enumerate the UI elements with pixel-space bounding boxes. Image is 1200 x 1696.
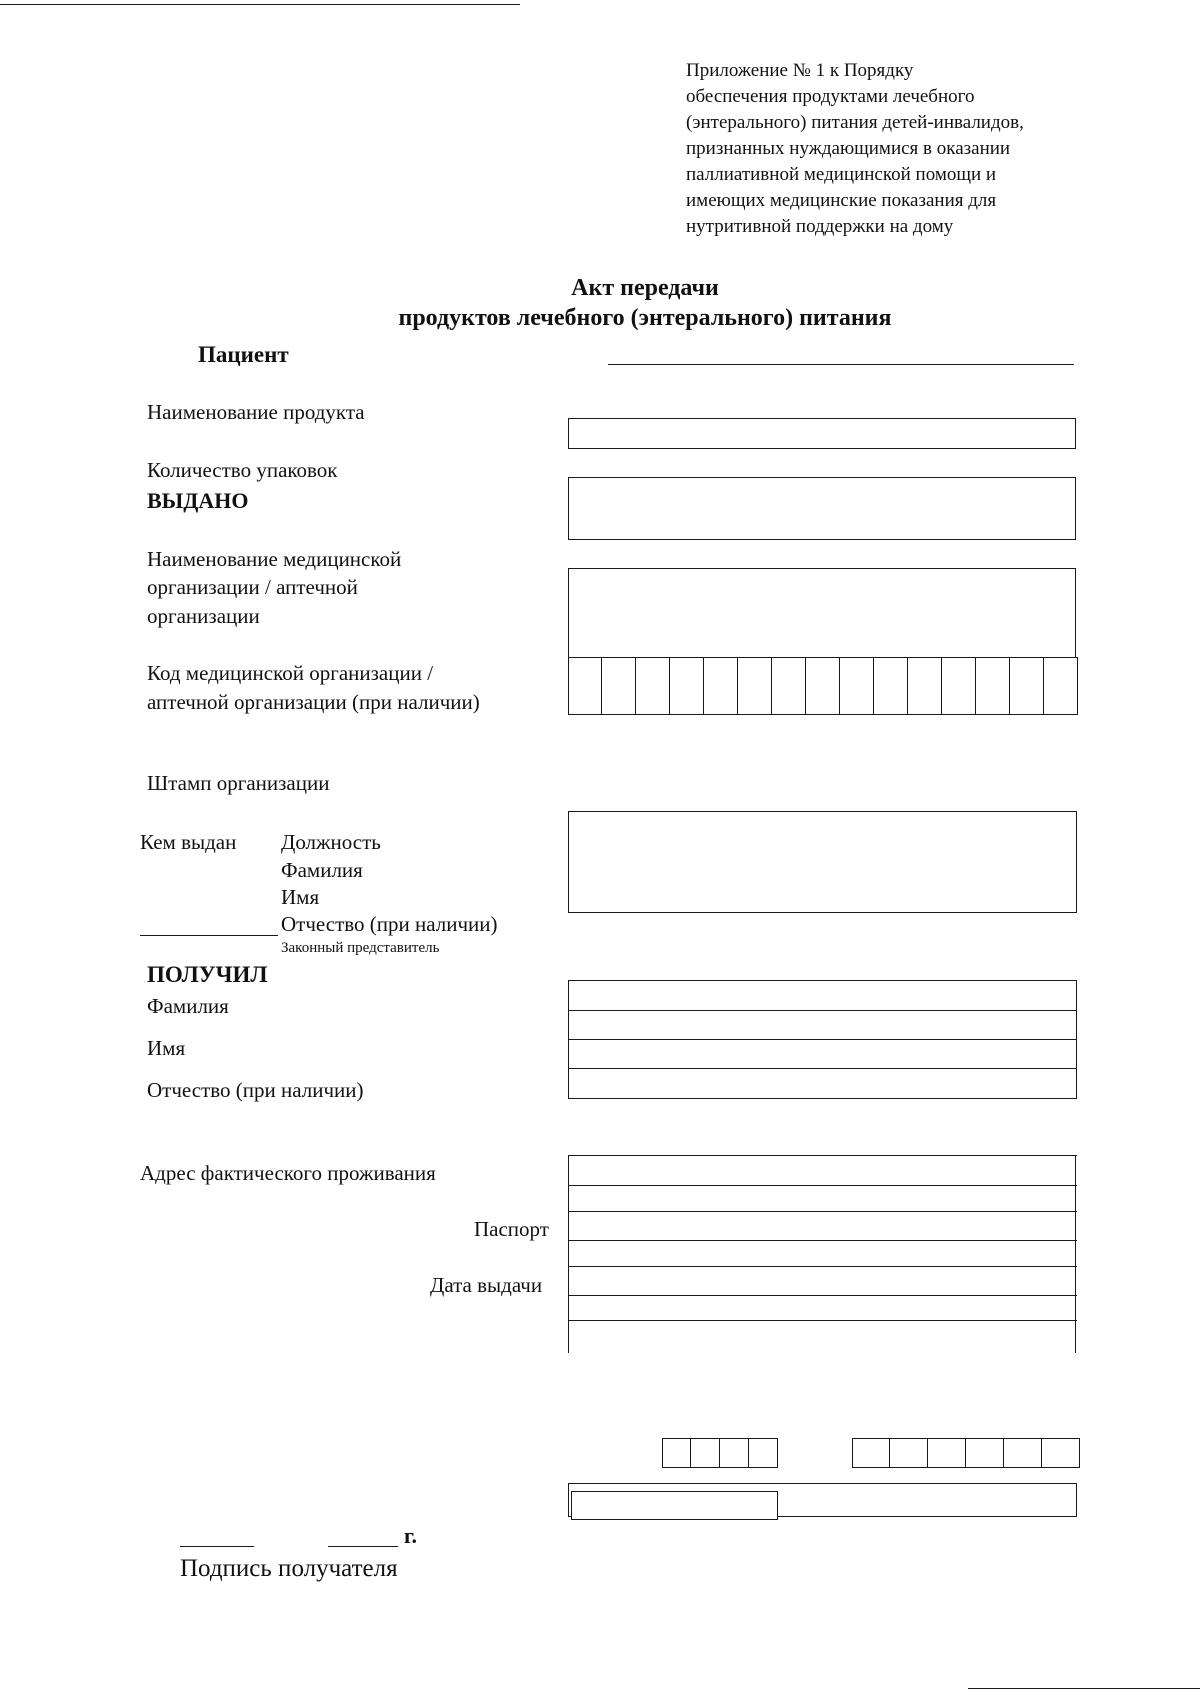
appendix-note — [686, 58, 1024, 240]
issuer-last-name-label: Фамилия — [281, 858, 363, 882]
passport-label: Паспорт — [474, 1217, 549, 1241]
patient-input[interactable] — [608, 336, 1074, 365]
code-cell[interactable] — [662, 1438, 691, 1468]
issuer-signature-line[interactable] — [140, 935, 278, 936]
code-cell[interactable] — [772, 657, 806, 715]
code-cell[interactable] — [602, 657, 636, 715]
org-name-label-line: Наименование медицинской — [147, 547, 402, 571]
received-heading: ПОЛУЧИЛ — [147, 962, 268, 987]
appendix-line: нутритивной поддержки на дому — [686, 216, 954, 237]
code-cell[interactable] — [1044, 657, 1078, 715]
division-code-field[interactable] — [572, 1492, 777, 1519]
code-cell[interactable] — [1042, 1438, 1080, 1468]
recipient-extra-input[interactable] — [569, 1069, 1076, 1097]
org-code-label-line: Код медицинской организации / — [147, 661, 434, 685]
recipient-first-name-input[interactable] — [569, 1011, 1076, 1039]
code-cell[interactable] — [908, 657, 942, 715]
division-code-input[interactable] — [571, 1491, 778, 1520]
appendix-line: имеющих медицинские показания для — [686, 190, 997, 211]
product-name-label: Наименование продукта — [147, 400, 365, 424]
org-name-field[interactable] — [569, 569, 1075, 657]
code-cell[interactable] — [874, 657, 908, 715]
issuer-patronymic-label: Отчество (при наличии) — [281, 912, 498, 936]
issued-by-label: Кем выдан — [140, 830, 237, 854]
code-cell[interactable] — [966, 1438, 1004, 1468]
legal-representative-label: Законный представитель — [281, 940, 440, 956]
document-title-line2: продуктов лечебного (энтерального) питания — [398, 305, 892, 331]
issuer-first-name-label: Имя — [281, 885, 320, 909]
issue-extra-input[interactable] — [570, 1321, 1074, 1351]
document-title-line1: Акт передачи — [571, 275, 719, 301]
org-code-label-line: аптечной организации (при наличии) — [147, 690, 480, 714]
appendix-line: обеспечения продуктами лечебного — [686, 86, 975, 107]
product-name-field[interactable] — [569, 419, 1075, 448]
recipient-patronymic-input[interactable] — [569, 1040, 1076, 1068]
appendix-line: признанных нуждающимися в оказании — [686, 138, 1011, 159]
issue-date-extra-input[interactable] — [570, 1296, 1074, 1320]
stamp-label: Штамп организации — [147, 771, 330, 795]
passport-series-cells[interactable] — [662, 1438, 778, 1468]
code-cell[interactable] — [568, 657, 602, 715]
org-code-cells[interactable] — [568, 657, 1078, 715]
recipient-first-name-label: Имя — [147, 1036, 186, 1060]
issued-heading: ВЫДАНО — [147, 488, 249, 513]
recipient-last-name-input[interactable] — [569, 981, 1076, 1010]
package-count-input[interactable] — [568, 477, 1076, 540]
date-day-line[interactable] — [180, 1546, 254, 1547]
code-cell[interactable] — [852, 1438, 890, 1468]
year-suffix: г. — [404, 1523, 418, 1548]
code-cell[interactable] — [738, 657, 772, 715]
code-cell[interactable] — [1004, 1438, 1042, 1468]
address-label: Адрес фактического проживания — [140, 1161, 436, 1185]
code-cell[interactable] — [976, 657, 1010, 715]
recipient-patronymic-label: Отчество (при наличии) — [147, 1078, 364, 1102]
address-input-line1[interactable] — [570, 1156, 1074, 1185]
code-cell[interactable] — [890, 1438, 928, 1468]
recipient-signature-label: Подпись получателя — [180, 1555, 398, 1582]
code-cell[interactable] — [636, 657, 670, 715]
recipient-name-block — [568, 980, 1077, 1099]
address-passport-block — [568, 1155, 1077, 1353]
date-month-line[interactable] — [328, 1546, 398, 1547]
code-cell[interactable] — [840, 657, 874, 715]
code-cell[interactable] — [720, 1438, 749, 1468]
passport-extra-input[interactable] — [570, 1241, 1074, 1266]
issuer-details-input[interactable] — [568, 811, 1077, 913]
issue-date-label: Дата выдачи — [430, 1273, 543, 1297]
bottom-scan-line — [968, 1688, 1200, 1689]
org-name-label-line: организации / аптечной — [147, 575, 358, 599]
appendix-line: Приложение № 1 к Порядку — [686, 60, 914, 81]
passport-number-cells[interactable] — [852, 1438, 1080, 1468]
passport-input[interactable] — [570, 1212, 1074, 1240]
patient-label: Пациент — [198, 342, 289, 367]
code-cell[interactable] — [806, 657, 840, 715]
product-name-input[interactable] — [568, 418, 1076, 449]
top-scan-line — [0, 4, 520, 5]
code-cell[interactable] — [749, 1438, 778, 1468]
issue-date-input[interactable] — [570, 1267, 1074, 1295]
appendix-line: паллиативной медицинской помощи и — [686, 164, 997, 185]
org-name-label-line: организации — [147, 604, 260, 628]
code-cell[interactable] — [1010, 657, 1044, 715]
patient-field[interactable] — [608, 336, 1074, 364]
code-cell[interactable] — [928, 1438, 966, 1468]
org-name-input[interactable] — [568, 568, 1076, 658]
code-cell[interactable] — [704, 657, 738, 715]
address-input-line2[interactable] — [570, 1186, 1074, 1211]
code-cell[interactable] — [942, 657, 976, 715]
position-label: Должность — [281, 830, 381, 854]
code-cell[interactable] — [670, 657, 704, 715]
issuer-authority-field[interactable] — [779, 1484, 1075, 1515]
package-count-field[interactable] — [569, 478, 1075, 539]
recipient-last-name-label: Фамилия — [147, 994, 229, 1018]
issuer-details-field[interactable] — [569, 812, 1076, 912]
appendix-line: (энтерального) питания детей-инвалидов, — [686, 112, 1024, 133]
package-count-label: Количество упаковок — [147, 458, 338, 482]
code-cell[interactable] — [691, 1438, 720, 1468]
